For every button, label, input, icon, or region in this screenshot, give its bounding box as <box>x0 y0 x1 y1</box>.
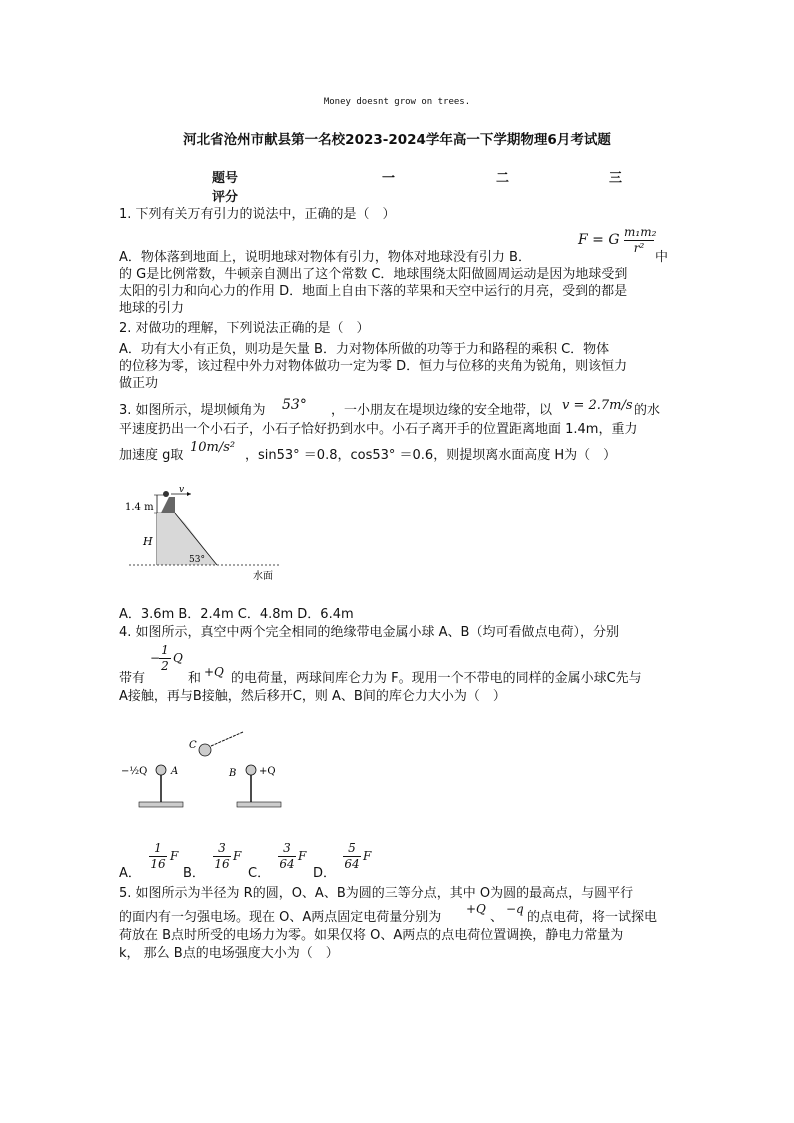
base-b <box>237 802 281 807</box>
option-a-den: 16 <box>150 857 166 871</box>
option-b-letter: B． <box>183 866 205 881</box>
question-4-line-3: A接触，再与B接触，然后移开C，则 A、B间的库仑力大小为（ ） <box>119 689 506 704</box>
option-c-num: 3 <box>283 841 291 855</box>
option-a-num: 1 <box>154 841 162 855</box>
question-4-line-2-b: 和 <box>188 671 202 686</box>
charge-a-var: Q <box>173 651 183 665</box>
gravitation-formula-fraction <box>624 225 657 255</box>
ball-a-label: A <box>171 766 179 777</box>
dam-angle: 53° <box>282 397 307 413</box>
option-c-fraction <box>278 842 296 871</box>
charge-minus-q: −q <box>506 902 524 916</box>
question-1-line-4: 地球的引力 <box>119 301 185 316</box>
dam-height-label: H <box>143 535 153 548</box>
question-1-line-1-tail: 中 <box>655 250 669 265</box>
velocity-label: v <box>179 485 185 495</box>
charges-figure <box>119 730 289 810</box>
question-2-line-2: 的位移为零，该过程中外力对物体做功一定为零 D．恒力与位移的夹角为锐角，则该恒力 <box>119 359 628 374</box>
question-2-stem: 2. 对做功的理解，下列说法正确的是（ ） <box>119 321 370 336</box>
child-head-icon <box>163 491 169 497</box>
option-d-num: 5 <box>348 841 356 855</box>
charge-a-num: 1 <box>161 643 169 657</box>
question-3-stem-b: ，一小朋友在堤坝边缘的安全地带，以 <box>331 403 553 418</box>
option-a-var: F <box>170 849 179 863</box>
score-table-col-3: 三 <box>609 171 623 186</box>
height-label: 1.4 m <box>125 502 154 513</box>
charge-separator: 、 <box>490 910 504 925</box>
gravitation-formula-lhs: F = G <box>578 232 620 248</box>
question-4-line-2-c: 的电荷量，两球间库仑力为 F。现用一个不带电的同样的金属小球C先与 <box>231 671 642 686</box>
charge-a-den: 2 <box>161 659 169 673</box>
question-5-line-1: 5. 如图所示为半径为 R的圆，O、A、B为圆的三等分点，其中 O为圆的最高点，与圆平行 <box>119 886 634 901</box>
ball-c-label: C <box>189 740 197 751</box>
ball-b <box>246 765 256 775</box>
left-charge-label: −½Q <box>121 766 148 777</box>
option-d-var: F <box>363 849 372 863</box>
gravity-value: 10m/s² <box>190 440 236 455</box>
question-1-line-2: 的 G是比例常数，牛顿亲自测出了这个常数 C．地球围绕太阳做圆周运动是因为地球受到 <box>119 267 628 282</box>
ball-a <box>156 765 166 775</box>
question-1-line-1: A．物体落到地面上，说明地球对物体有引力，物体对地球没有引力 B． <box>119 250 531 265</box>
option-c-den: 64 <box>279 857 295 871</box>
option-c-var: F <box>298 849 307 863</box>
gravitation-formula-num: m₁m₂ <box>624 225 657 239</box>
question-3-line-2: 平速度扔出一个小石子，小石子恰好扔到水中。小石子离开手的位置距离地面 1.4m，重力 <box>119 422 638 437</box>
question-4-line-2-a: 带有 <box>119 671 146 686</box>
water-label: 水面 <box>253 571 273 582</box>
option-d-fraction <box>343 842 361 871</box>
option-a-letter: A． <box>119 866 141 881</box>
option-b-num: 3 <box>218 841 226 855</box>
question-2-line-3: 做正功 <box>119 376 159 391</box>
question-3-line-3-a: 加速度 g取 <box>119 448 184 463</box>
question-3-line-3-b: ，sin53° ＝0.8，cos53° ＝0.6，则提坝离水面高度 H为（ ） <box>245 448 617 463</box>
dam-angle-label: 53° <box>189 555 205 565</box>
page-title: 河北省沧州市献县第一名校2023-2024学年高一下学期物理6月考试题 <box>183 132 611 148</box>
question-2-line-1: A．功有大小有正负，则功是矢量 B．力对物体所做的功等于力和路程的乘积 C．物体 <box>119 342 610 357</box>
charge-b: +Q <box>204 665 224 679</box>
question-5-line-2-a: 的面内有一匀强电场。现在 O、A两点固定电荷量分别为 <box>119 910 442 925</box>
gravitation-formula-den: r² <box>633 241 645 255</box>
score-table-col-2: 二 <box>496 171 510 186</box>
option-d-den: 64 <box>344 857 360 871</box>
throw-velocity: v = 2.7m/s <box>562 398 633 413</box>
option-c-letter: C． <box>248 866 271 881</box>
charge-plus-q: +Q <box>466 902 486 916</box>
question-3-options: A．3.6m B．2.4m C．4.8m D．6.4m <box>119 607 354 622</box>
question-1-line-3: 太阳的引力和向心力的作用 D．地面上自由下落的苹果和天空中运行的月亮，受到的都是 <box>119 284 628 299</box>
base-a <box>139 802 183 807</box>
question-3-stem-a: 3. 如图所示，堤坝倾角为 <box>119 403 266 418</box>
motto-text: Money doesnt grow on trees. <box>323 97 471 107</box>
question-5-line-4: k， 那么 B点的电场强度大小为（ ） <box>119 946 339 961</box>
child-icon <box>161 497 175 513</box>
question-5-line-3: 荷放在 B点时所受的电场力为零。如果仅将 O、A两点的点电荷位置调换，静电力常量为 <box>119 928 624 943</box>
option-b-fraction <box>213 842 231 871</box>
question-1-stem: 1. 下列有关万有引力的说法中，正确的是（ ） <box>119 207 396 222</box>
score-table-header-label: 题号 <box>212 171 239 186</box>
score-table-score-label: 评分 <box>212 190 239 205</box>
charge-a-fraction <box>159 644 171 673</box>
option-a-fraction <box>149 842 167 871</box>
question-4-stem: 4. 如图所示，真空中两个完全相同的绝缘带电金属小球 A、B（均可看做点电荷），分别 <box>119 625 619 640</box>
score-table-col-1: 一 <box>382 171 396 186</box>
right-charge-label: +Q <box>259 766 276 777</box>
dam-figure <box>119 485 289 585</box>
arrow-head-icon <box>187 492 191 496</box>
question-3-stem-c: 的水 <box>634 403 661 418</box>
ball-c <box>199 744 211 756</box>
ball-b-label: B <box>229 768 237 779</box>
ball-c-rod <box>211 732 243 746</box>
dam-body <box>157 513 217 565</box>
option-b-var: F <box>233 849 242 863</box>
charge-a-sign: − <box>150 651 161 665</box>
option-d-letter: D． <box>313 866 337 881</box>
option-b-den: 16 <box>214 857 230 871</box>
question-5-line-2-b: 的点电荷，将一试探电 <box>527 910 658 925</box>
